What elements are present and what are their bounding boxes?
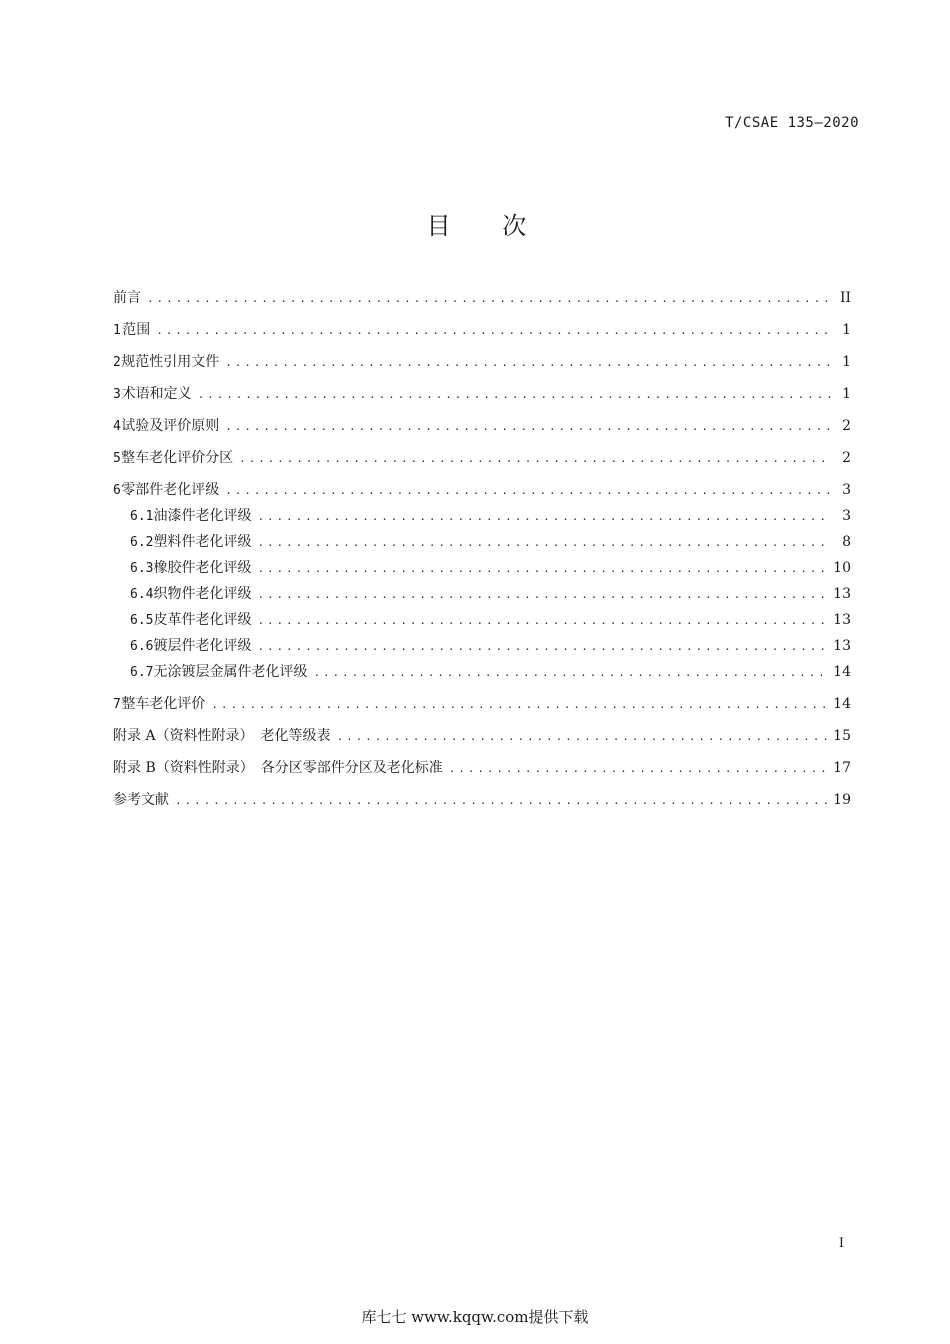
toc-entry-number: 6	[113, 483, 121, 498]
document-code: T/CSAE 135—2020	[725, 115, 859, 131]
toc-entry-page: 1	[842, 386, 851, 402]
toc-subentry-leather[interactable]	[113, 608, 851, 633]
toc-entry-vehicle-evaluation[interactable]	[113, 692, 851, 717]
toc-entry-label: 范围	[122, 322, 151, 338]
toc-entry-page: 3	[842, 482, 851, 498]
toc-entry-page: 17	[833, 760, 851, 776]
toc-entry-label: 前言	[113, 290, 141, 306]
toc-entry-number: 3	[113, 387, 121, 402]
toc-leader-dots	[198, 383, 831, 407]
toc-leader-dots	[175, 789, 827, 813]
toc-entry-label: 无涂镀层金属件老化评级	[153, 664, 308, 680]
toc-entry-page: 13	[833, 638, 851, 654]
toc-entry-page: 15	[833, 728, 851, 744]
toc-subentry-paint[interactable]	[113, 504, 851, 529]
toc-entry-label: 塑料件老化评级	[153, 534, 252, 550]
toc-entry-label: 零部件老化评级	[121, 482, 220, 498]
toc-entry-label: 附录 A（资料性附录） 老化等级表	[113, 728, 331, 744]
toc-entry-number: 6.5	[130, 613, 154, 628]
toc-entry-page: II	[839, 290, 851, 306]
toc-entry-number: 6.2	[130, 535, 154, 550]
toc-leader-dots	[257, 505, 831, 529]
toc-entry-label: 试验及评价原则	[121, 418, 220, 434]
toc-leader-dots	[449, 757, 827, 781]
download-source-note: 库七七 www.kqqw.com提供下载	[361, 1308, 589, 1326]
toc-entry-normative-references[interactable]	[113, 350, 851, 375]
page-title: 目 次	[426, 212, 549, 240]
toc-entry-label: 油漆件老化评级	[153, 508, 252, 524]
toc-entry-number: 6.4	[130, 587, 154, 602]
toc-leader-dots	[257, 557, 827, 581]
toc-entry-label: 附录 B（资料性附录） 各分区零部件分区及老化标准	[113, 760, 443, 776]
toc-entry-terms-definitions[interactable]	[113, 382, 851, 407]
toc-entry-label: 整车老化评价	[121, 696, 206, 712]
toc-entry-label: 规范性引用文件	[121, 354, 220, 370]
toc-entry-page: 2	[842, 418, 851, 434]
toc-subentry-bare-metal[interactable]	[113, 660, 851, 685]
toc-entry-number: 1	[113, 323, 121, 338]
toc-leader-dots	[239, 447, 831, 471]
toc-entry-appendix-a[interactable]	[113, 724, 851, 749]
toc-leader-dots	[225, 351, 831, 375]
toc-entry-number: 2	[113, 355, 121, 370]
toc-subentry-fabric[interactable]	[113, 582, 851, 607]
toc-subentry-plastic[interactable]	[113, 530, 851, 555]
toc-entry-page: 19	[833, 792, 851, 808]
toc-entry-vehicle-zones[interactable]	[113, 446, 851, 471]
toc-leader-dots	[211, 693, 827, 717]
toc-leader-dots	[257, 635, 827, 659]
toc-entry-test-principles[interactable]	[113, 414, 851, 439]
toc-entry-page: 13	[833, 612, 851, 628]
toc-leader-dots	[257, 531, 831, 555]
toc-leader-dots	[313, 661, 827, 685]
toc-subentry-rubber[interactable]	[113, 556, 851, 581]
toc-entry-bibliography[interactable]	[113, 788, 851, 813]
toc-entry-page: 10	[833, 560, 851, 576]
toc-entry-page: 13	[833, 586, 851, 602]
toc-entry-page: 1	[842, 354, 851, 370]
toc-leader-dots	[257, 609, 827, 633]
toc-entry-appendix-b[interactable]	[113, 756, 851, 781]
toc-entry-preface[interactable]	[113, 286, 851, 311]
toc-entry-page: 8	[842, 534, 851, 550]
toc-entry-number: 4	[113, 419, 121, 434]
toc-entry-page: 3	[842, 508, 851, 524]
toc-leader-dots	[156, 319, 831, 343]
table-of-contents	[113, 286, 851, 813]
toc-entry-label: 术语和定义	[121, 386, 192, 402]
toc-entry-label: 镀层件老化评级	[153, 638, 252, 654]
toc-entry-number: 6.3	[130, 561, 154, 576]
toc-subentry-plating[interactable]	[113, 634, 851, 659]
toc-entry-number: 5	[113, 451, 121, 466]
toc-entry-number: 6.6	[130, 639, 154, 654]
toc-entry-page: 1	[842, 322, 851, 338]
toc-entry-scope[interactable]	[113, 318, 851, 343]
toc-leader-dots	[225, 479, 831, 503]
toc-entry-label: 织物件老化评级	[153, 586, 252, 602]
toc-leader-dots	[257, 583, 827, 607]
toc-leader-dots	[147, 287, 831, 311]
toc-entry-component-rating[interactable]	[113, 478, 851, 503]
toc-entry-label: 橡胶件老化评级	[153, 560, 252, 576]
toc-entry-page: 2	[842, 450, 851, 466]
toc-entry-label: 整车老化评价分区	[121, 450, 234, 466]
toc-leader-dots	[337, 725, 828, 749]
toc-entry-label: 参考文献	[113, 792, 169, 808]
toc-entry-page: 14	[833, 696, 851, 712]
toc-entry-number: 6.1	[130, 509, 154, 524]
page-number: I	[838, 1236, 844, 1251]
toc-entry-page: 14	[833, 664, 851, 680]
toc-entry-number: 6.7	[130, 665, 154, 680]
toc-leader-dots	[225, 415, 831, 439]
toc-entry-label: 皮革件老化评级	[153, 612, 252, 628]
toc-entry-number: 7	[113, 697, 121, 712]
